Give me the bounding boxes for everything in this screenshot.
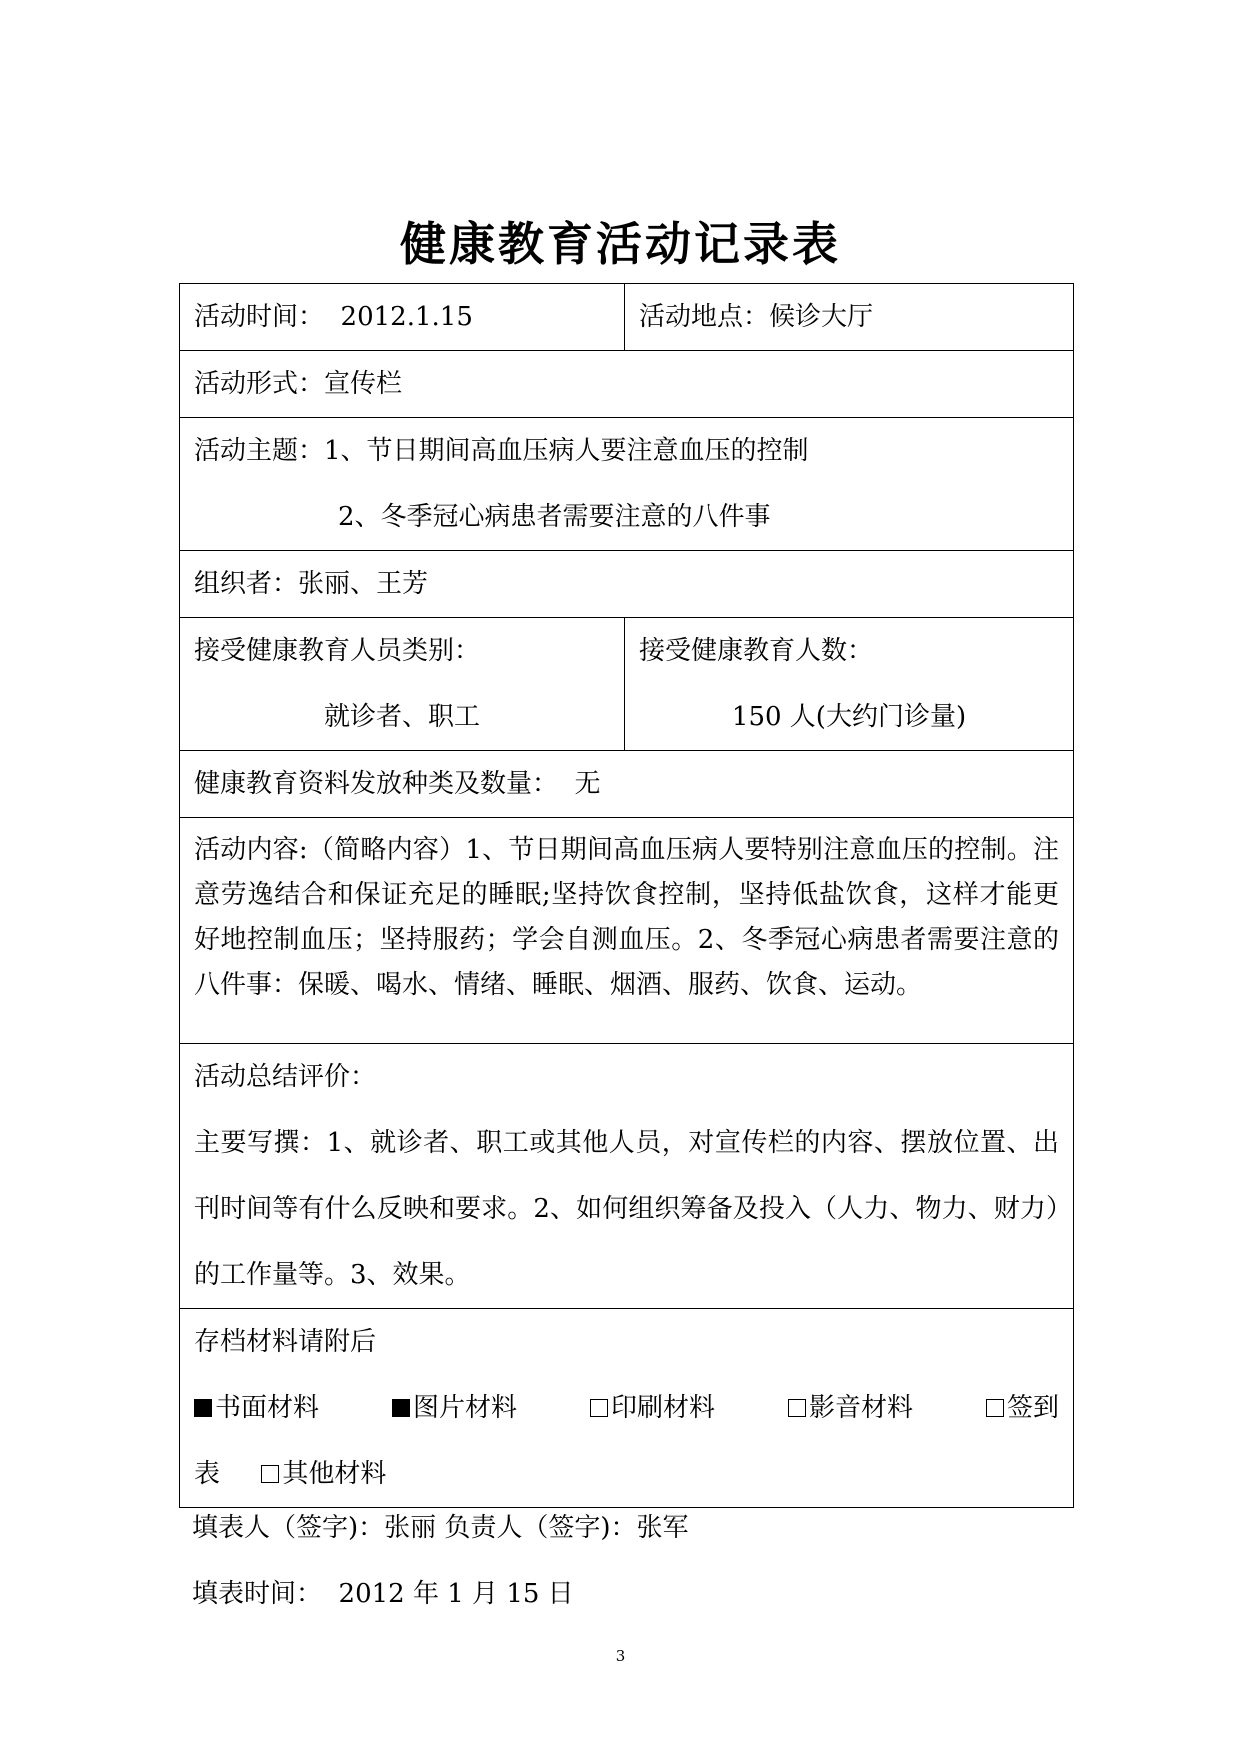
activity-theme-cell bbox=[180, 418, 1074, 551]
archive-item-written[interactable] bbox=[194, 1375, 319, 1441]
archive-item-other[interactable] bbox=[261, 1459, 386, 1489]
archive-checklist-wrap bbox=[194, 1441, 1059, 1507]
activity-form-cell: 活动形式：宣传栏 bbox=[180, 351, 1074, 418]
summary-text: 主要写撰：1、就诊者、职工或其他人员，对宣传栏的内容、摆放位置、出刊时间等有什么反映和要求。2、如何组织筹备及投入（人力、物力、财力）的工作量等。3、效果。 bbox=[194, 1128, 1059, 1290]
audience-category-value: 就诊者、职工 bbox=[323, 702, 480, 732]
archive-item-label: 书面材料 bbox=[215, 1393, 320, 1423]
activity-content-cell: 活动内容:（简略内容）1、节日期间高血压病人要特别注意血压的控制。注意劳逸结合和保证充足的睡眠;坚持饮食控制，坚持低盐饮食，这样才能更好地控制血压；坚持服药；学会自测血压。2、冬季冠心病患者需要注意的八件事：保暖、喝水、情绪、睡眠、烟酒、服药、饮食、运动。 bbox=[180, 818, 1074, 1044]
archive-item-label: 图片材料 bbox=[412, 1393, 517, 1423]
audience-count-value: 150 人(大约门诊量) bbox=[731, 702, 967, 732]
unchecked-box-icon bbox=[590, 1399, 608, 1417]
archive-cell bbox=[180, 1309, 1074, 1508]
handout-materials-value: 无 bbox=[574, 769, 601, 799]
audience-category-cell bbox=[180, 618, 625, 751]
activity-time-label: 活动时间： bbox=[194, 302, 325, 332]
handout-materials-cell bbox=[180, 751, 1074, 818]
archive-item-label: 签到 bbox=[1006, 1393, 1059, 1423]
theme-line-2: 2、冬季冠心病患者需要注意的八件事 bbox=[338, 502, 771, 532]
summary-label: 活动总结评价： bbox=[194, 1062, 377, 1092]
archive-checklist bbox=[194, 1375, 1059, 1441]
audience-category-label: 接受健康教育人员类别： bbox=[194, 636, 481, 666]
archive-item-signin[interactable] bbox=[986, 1375, 1059, 1441]
archive-item-label: 影音材料 bbox=[808, 1393, 913, 1423]
activity-place-cell: 活动地点：候诊大厅 bbox=[625, 284, 1074, 351]
archive-label: 存档材料请附后 bbox=[194, 1327, 377, 1357]
unchecked-box-icon bbox=[788, 1399, 806, 1417]
archive-wrap-text: 表 bbox=[194, 1459, 221, 1489]
unchecked-box-icon bbox=[261, 1465, 279, 1483]
checked-box-icon bbox=[392, 1399, 410, 1417]
page-title: 健康教育活动记录表 bbox=[400, 217, 841, 271]
archive-item-pictures[interactable] bbox=[392, 1375, 517, 1441]
archive-item-audiovisual[interactable] bbox=[788, 1375, 913, 1441]
archive-item-label: 其他材料 bbox=[282, 1459, 387, 1489]
organizer-cell: 组织者：张丽、王芳 bbox=[180, 551, 1074, 618]
activity-time-value: 2012.1.15 bbox=[340, 302, 473, 332]
fill-date-value: 2012 年 1 月 15 日 bbox=[338, 1579, 574, 1609]
handout-materials-label: 健康教育资料发放种类及数量： bbox=[194, 769, 559, 799]
checked-box-icon bbox=[194, 1399, 212, 1417]
activity-record-table bbox=[179, 283, 1074, 1508]
signatures-line: 填表人（签字)：张丽 负责人（签字)：张军 bbox=[192, 1513, 689, 1543]
activity-time-cell bbox=[180, 284, 625, 351]
unchecked-box-icon bbox=[986, 1399, 1004, 1417]
fill-date-line bbox=[192, 1574, 574, 1614]
audience-count-label: 接受健康教育人数： bbox=[639, 636, 874, 666]
archive-item-printed[interactable] bbox=[590, 1375, 715, 1441]
archive-item-label: 印刷材料 bbox=[610, 1393, 715, 1423]
page-number: 3 bbox=[615, 1647, 626, 1665]
summary-cell bbox=[180, 1044, 1074, 1309]
audience-count-cell bbox=[625, 618, 1074, 751]
theme-line-1: 活动主题：1、节日期间高血压病人要注意血压的控制 bbox=[194, 436, 809, 466]
time-place-row bbox=[180, 284, 1074, 351]
fill-date-label: 填表时间： bbox=[192, 1579, 323, 1609]
